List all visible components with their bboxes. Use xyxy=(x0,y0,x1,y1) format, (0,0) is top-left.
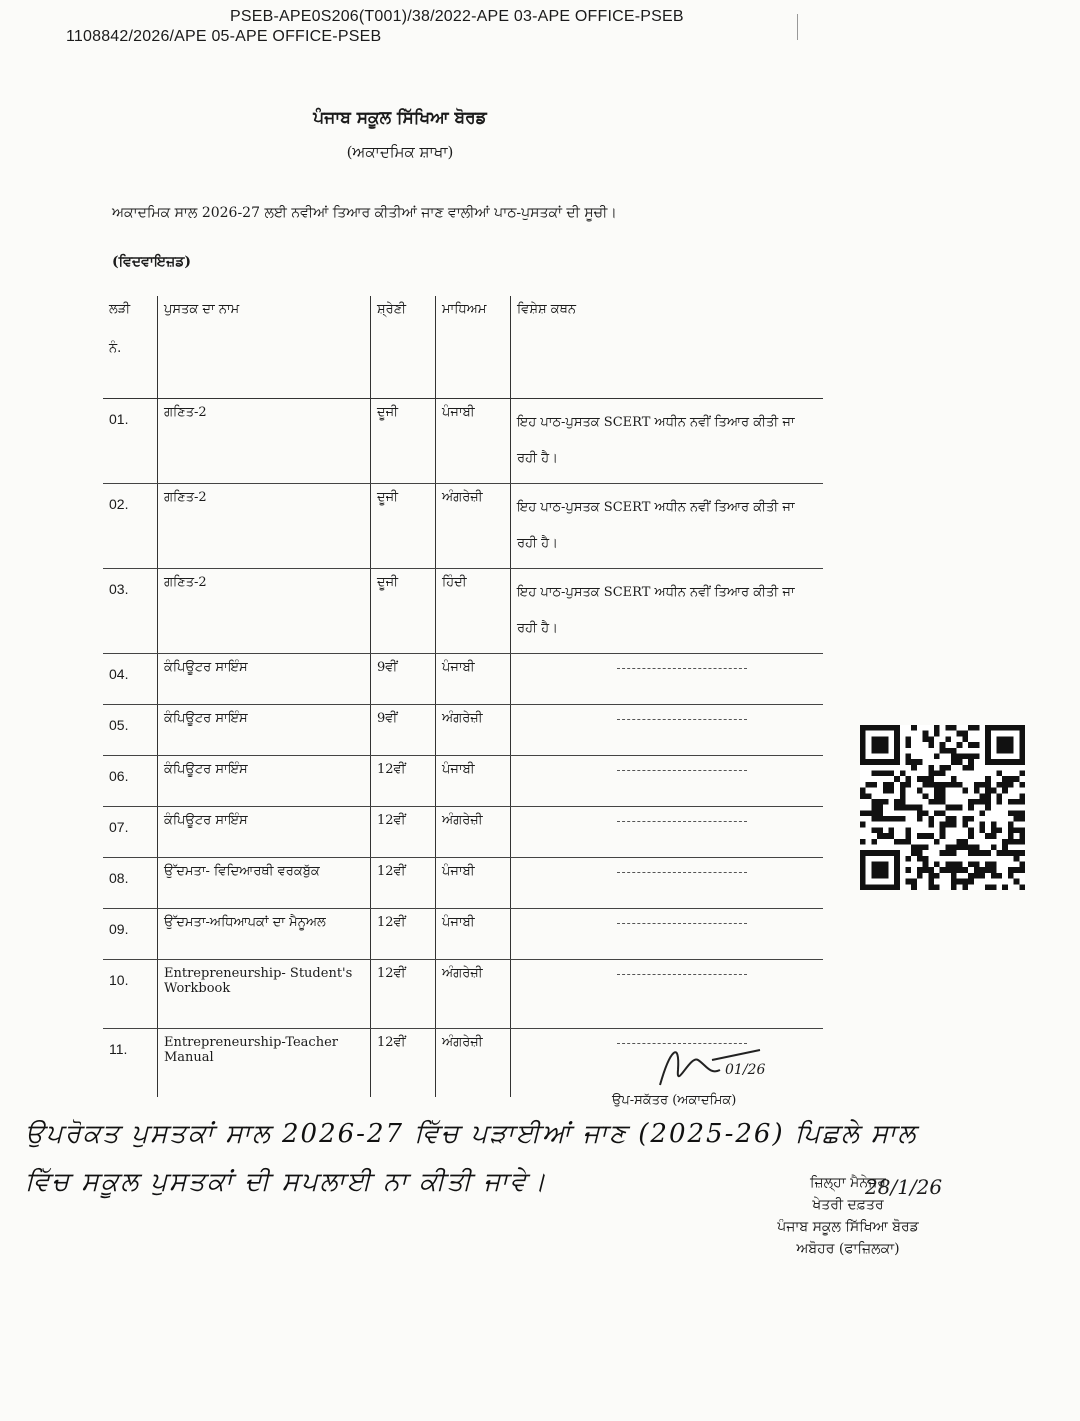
cell-book xyxy=(158,909,371,960)
handwritten-note: ਉਪਰੋਕਤ ਪੁਸਤਕਾਂ ਸਾਲ 2026-27 ਵਿੱਚ ਪੜਾਈਆਂ ਜਾਣ (2025-26) ਪਿਛਲੇ ਸਾਲ ਵਿੱਚ ਸਕੂਲ ਪੁਸਤਕਾਂ ਦੀ ਸਪਲਾਈ ਨਾ ਕੀਤੀ ਜਾਵੇ। xyxy=(25,1119,918,1197)
cell-class-text: 12ਵੀਂ xyxy=(377,915,406,930)
cell-medium xyxy=(436,858,511,909)
table-body xyxy=(103,399,823,1098)
cell-book xyxy=(158,807,371,858)
table-row xyxy=(103,484,823,569)
stamp-line1: ਜ਼ਿਲ੍ਹਾ ਮੈਨੇਜਰ xyxy=(810,1175,886,1191)
board-name: ਪੰਜਾਬ ਸਕੂਲ ਸਿੱਖਿਆ ਬੋਰਡ xyxy=(313,108,487,128)
blank-line xyxy=(617,821,747,822)
header-sno xyxy=(103,296,158,399)
cell-book xyxy=(158,654,371,705)
cell-medium-text: ਅੰਗਰੇਜ਼ੀ xyxy=(442,966,483,981)
header-medium: ਮਾਧਿਅਮ xyxy=(436,296,511,399)
cell-medium xyxy=(436,705,511,756)
cell-book xyxy=(158,484,371,569)
cell-remarks xyxy=(511,960,824,1029)
cell-book xyxy=(158,569,371,654)
cell-class xyxy=(371,569,436,654)
cell-class-text: 12ਵੀਂ xyxy=(377,1035,406,1050)
header-class: ਸ਼੍ਰੇਣੀ xyxy=(371,296,436,399)
cell-medium-text: ਅੰਗਰੇਜ਼ੀ xyxy=(442,490,483,505)
cell-book xyxy=(158,858,371,909)
cell-sno-text: 01. xyxy=(109,411,129,427)
cell-medium-text: ਅੰਗਰੇਜ਼ੀ xyxy=(442,813,483,828)
cell-remarks xyxy=(511,654,824,705)
cell-class xyxy=(371,858,436,909)
cell-sno-text: 11. xyxy=(109,1041,128,1057)
cell-sno xyxy=(103,399,158,484)
cell-book-text: ਗਣਿਤ-2 xyxy=(164,575,207,590)
stamp-line4: ਅਬੋਹਰ (ਫਾਜ਼ਿਲਕਾ) xyxy=(796,1241,900,1257)
blank-line xyxy=(617,668,747,669)
cell-sno-text: 07. xyxy=(109,819,129,835)
header-sno-line1: ਲੜੀ xyxy=(109,302,131,317)
table-row xyxy=(103,756,823,807)
cell-class xyxy=(371,1029,436,1098)
cell-medium xyxy=(436,484,511,569)
stamp-line3: ਪੰਜਾਬ ਸਕੂਲ ਸਿੱਖਿਆ ਬੋਰਡ xyxy=(777,1219,919,1235)
cell-remarks xyxy=(511,569,824,654)
cell-remarks xyxy=(511,807,824,858)
table-row xyxy=(103,909,823,960)
stamp-handwritten-date: 28/1/26 xyxy=(865,1175,943,1199)
cell-sno xyxy=(103,858,158,909)
cell-class xyxy=(371,705,436,756)
table-row xyxy=(103,960,823,1029)
cell-medium-text: ਅੰਗਰੇਜ਼ੀ xyxy=(442,1035,483,1050)
reference-number-top: PSEB-APE0S206(T001)/38/2022-APE 03-APE OFFICE-PSEB xyxy=(230,8,684,25)
cell-class-text: 12ਵੀਂ xyxy=(377,864,406,879)
header-sno-line2: ਨੰ. xyxy=(109,341,122,356)
cell-medium-text: ਪੰਜਾਬੀ xyxy=(442,660,475,675)
cell-medium-text: ਪੰਜਾਬੀ xyxy=(442,915,475,930)
cell-sno xyxy=(103,807,158,858)
cell-sno xyxy=(103,960,158,1029)
cell-remarks-text: ਇਹ ਪਾਠ-ਪੁਸਤਕ SCERT ਅਧੀਨ ਨਵੀਂ ਤਿਆਰ ਕੀਤੀ ਜਾ ਰਹੀ ਹੈ। xyxy=(517,415,795,466)
cell-sno-text: 10. xyxy=(109,972,129,988)
cell-book xyxy=(158,1029,371,1098)
table-row xyxy=(103,705,823,756)
cell-book xyxy=(158,960,371,1029)
cell-sno-text: 08. xyxy=(109,870,129,886)
cell-class-text: ਦੂਜੀ xyxy=(377,405,399,420)
header-remarks: ਵਿਸ਼ੇਸ਼ ਕਥਨ xyxy=(511,296,824,399)
cell-sno xyxy=(103,705,158,756)
header-book: ਪੁਸਤਕ ਦਾ ਨਾਮ xyxy=(158,296,371,399)
cell-class xyxy=(371,909,436,960)
table-row xyxy=(103,654,823,705)
cell-medium xyxy=(436,756,511,807)
cell-class xyxy=(371,960,436,1029)
cell-class xyxy=(371,807,436,858)
cell-class-text: ਦੂਜੀ xyxy=(377,575,399,590)
books-table xyxy=(103,296,823,1097)
cell-sno xyxy=(103,1029,158,1098)
blank-line xyxy=(617,872,747,873)
blank-line xyxy=(617,719,747,720)
cell-medium-text: ਪੰਜਾਬੀ xyxy=(442,405,475,420)
cell-sno-text: 06. xyxy=(109,768,129,784)
cell-sno-text: 09. xyxy=(109,921,129,937)
cell-remarks xyxy=(511,858,824,909)
blank-line xyxy=(617,974,747,975)
cell-medium xyxy=(436,807,511,858)
table-row xyxy=(103,807,823,858)
cell-remarks xyxy=(511,705,824,756)
cell-sno-text: 05. xyxy=(109,717,129,733)
branch-name: (ਅਕਾਦਮਿਕ ਸ਼ਾਖਾ) xyxy=(346,143,454,161)
table-row xyxy=(103,569,823,654)
cell-book-text: ਗਣਿਤ-2 xyxy=(164,405,207,420)
table-row xyxy=(103,858,823,909)
cell-remarks xyxy=(511,399,824,484)
cell-medium-text: ਹਿੰਦੀ xyxy=(442,575,467,590)
cell-sno-text: 03. xyxy=(109,581,129,597)
cell-book-text: ਕੰਪਿਊਟਰ ਸਾਇੰਸ xyxy=(164,660,248,675)
blank-line xyxy=(617,770,747,771)
cell-sno xyxy=(103,484,158,569)
table-row xyxy=(103,399,823,484)
qr-code xyxy=(860,725,1025,890)
cell-remarks xyxy=(511,756,824,807)
cell-book xyxy=(158,399,371,484)
cell-sno xyxy=(103,654,158,705)
cell-class-text: 12ਵੀਂ xyxy=(377,813,406,828)
blank-line xyxy=(617,923,747,924)
reference-number-main: 1108842/2026/APE 05-APE OFFICE-PSEB xyxy=(66,28,382,45)
cell-class-text: ਦੂਜੀ xyxy=(377,490,399,505)
cell-class-text: 9ਵੀਂ xyxy=(377,660,398,675)
header-divider xyxy=(797,14,798,40)
cell-book-text: ਕੰਪਿਊਟਰ ਸਾਇੰਸ xyxy=(164,813,248,828)
cell-sno xyxy=(103,909,158,960)
cell-book xyxy=(158,756,371,807)
cell-medium xyxy=(436,909,511,960)
cell-book-text: ਕੰਪਿਊਟਰ ਸਾਇੰਸ xyxy=(164,762,248,777)
cell-class-text: 12ਵੀਂ xyxy=(377,966,406,981)
cell-medium xyxy=(436,399,511,484)
signatory-title: ਉਪ-ਸਕੱਤਰ (ਅਕਾਦਮਿਕ) xyxy=(612,1093,737,1108)
cell-sno-text: 04. xyxy=(109,666,129,682)
cell-medium-text: ਅੰਗਰੇਜ਼ੀ xyxy=(442,711,483,726)
cell-book-text: ਕੰਪਿਊਟਰ ਸਾਇੰਸ xyxy=(164,711,248,726)
table-header-row xyxy=(103,296,823,399)
cell-book xyxy=(158,705,371,756)
cell-medium xyxy=(436,1029,511,1098)
cell-sno xyxy=(103,756,158,807)
cell-medium-text: ਪੰਜਾਬੀ xyxy=(442,864,475,879)
cell-remarks xyxy=(511,909,824,960)
cell-class-text: 9ਵੀਂ xyxy=(377,711,398,726)
cell-medium xyxy=(436,654,511,705)
cell-class-text: 12ਵੀਂ xyxy=(377,762,406,777)
document-subject: ਅਕਾਦਮਿਕ ਸਾਲ 2026-27 ਲਈ ਨਵੀਆਂ ਤਿਆਰ ਕੀਤੀਆਂ ਜਾਣ ਵਾਲੀਆਂ ਪਾਠ-ਪੁਸਤਕਾਂ ਦੀ ਸੂਚੀ। xyxy=(112,205,617,221)
cell-class xyxy=(371,399,436,484)
signature-date: 01/26 xyxy=(725,1062,766,1078)
cell-remarks-text: ਇਹ ਪਾਠ-ਪੁਸਤਕ SCERT ਅਧੀਨ ਨਵੀਂ ਤਿਆਰ ਕੀਤੀ ਜਾ ਰਹੀ ਹੈ। xyxy=(517,585,795,636)
cell-book-text: Entrepreneurship-Teacher Manual xyxy=(164,1035,338,1065)
cell-class xyxy=(371,484,436,569)
stamp-line2: ਖੇਤਰੀ ਦਫ਼ਤਰ xyxy=(812,1197,884,1213)
cell-medium xyxy=(436,569,511,654)
cell-remarks xyxy=(511,484,824,569)
cell-medium xyxy=(436,960,511,1029)
cell-sno xyxy=(103,569,158,654)
cell-book-text: ਉੱਦਮਤਾ-ਅਧਿਆਪਕਾਂ ਦਾ ਮੈਨੂਅਲ xyxy=(164,915,326,930)
cell-book-text: Entrepreneurship- Student's Workbook xyxy=(164,966,353,996)
cell-class xyxy=(371,756,436,807)
cell-class xyxy=(371,654,436,705)
cell-medium-text: ਪੰਜਾਬੀ xyxy=(442,762,475,777)
cell-book-text: ਉੱਦਮਤਾ- ਵਿਦਿਆਰਥੀ ਵਰਕਬੁੱਕ xyxy=(164,864,320,879)
cell-sno-text: 02. xyxy=(109,496,129,512)
document-category: (ਵਿਦਵਾਇਜ਼ਡ) xyxy=(112,254,191,270)
cell-remarks-text: ਇਹ ਪਾਠ-ਪੁਸਤਕ SCERT ਅਧੀਨ ਨਵੀਂ ਤਿਆਰ ਕੀਤੀ ਜਾ ਰਹੀ ਹੈ। xyxy=(517,500,795,551)
cell-book-text: ਗਣਿਤ-2 xyxy=(164,490,207,505)
